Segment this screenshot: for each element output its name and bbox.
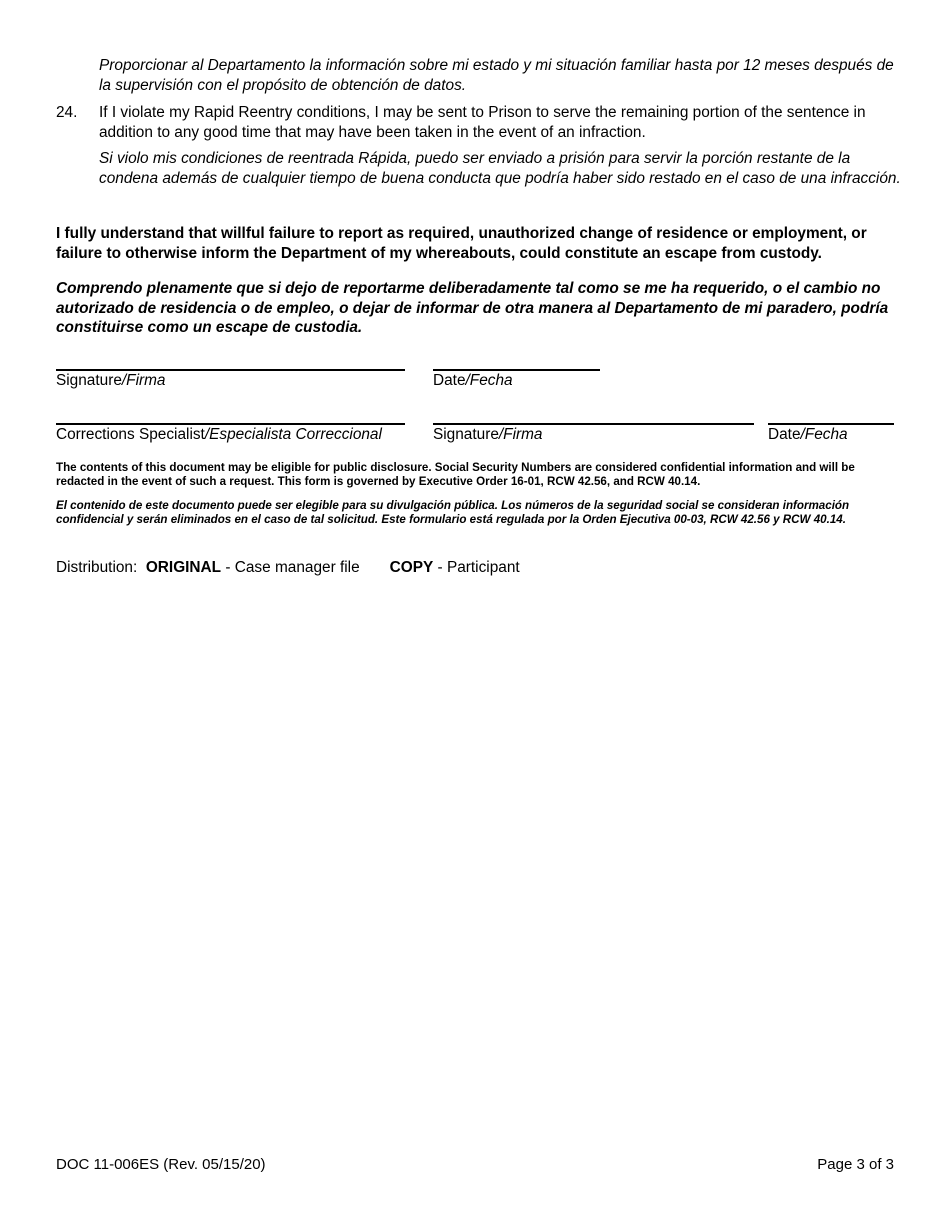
- participant-signature-label: Signature/Firma: [56, 372, 166, 389]
- item-24-spanish-text: Si violo mis condiciones de reentrada Rápida, puedo ser enviado a prisión para servir la porción restante de la condena además de cualquier tiempo de buena conducta que podría haber sido restado en el caso de una infracción.: [99, 150, 901, 187]
- distribution-original-desc: - Case manager file: [221, 559, 360, 576]
- distribution-copy: COPY: [389, 559, 434, 576]
- escape-statement-english: I fully understand that willful failure to report as required, unauthorized change of residence or employment, or failure to otherwise inform the Department of my whereabouts, could constitute an escape from custody.: [56, 225, 867, 262]
- disclosure-notice-spanish: El contenido de este documento puede ser elegible para su divulgación pública. Los números de la seguridad social se consideran información confidencial y serán eliminados en el caso de tal solicitud. Este formulario está regulada por la Orden Ejecutiva 00-03, RCW 42.56 y RCW 40.14.: [56, 499, 850, 527]
- form-id: DOC 11-006ES (Rev. 05/15/20): [56, 1156, 266, 1173]
- specialist-date-label: Date/Fecha: [768, 426, 848, 443]
- distribution-line: [56, 558, 520, 577]
- disclosure-notice-english: The contents of this document may be eligible for public disclosure. Social Security Numbers are considered confidential information and will be redacted in the event of such a request. This form is governed by Executive Order 16-01, RCW 42.56, and RCW 40.14.: [56, 461, 855, 489]
- item-23-spanish-text: Proporcionar al Departamento la información sobre mi estado y mi situación familiar hasta por 12 meses después de la supervisión con el propósito de obtención de datos.: [99, 57, 894, 94]
- distribution-label: Distribution:: [56, 559, 138, 576]
- distribution-copy-desc: - Participant: [433, 559, 520, 576]
- distribution-original: ORIGINAL: [145, 559, 222, 576]
- item-24-english-text: If I violate my Rapid Reentry conditions, I may be sent to Prison to serve the remaining portion of the sentence in addition to any good time that may have been taken in the event of an infraction.: [99, 104, 866, 141]
- escape-statement-spanish: Comprendo plenamente que si dejo de reportarme deliberadamente tal como se me ha requerido, o el cambio no autorizado de residencia o de empleo, o dejar de informar de otra manera al Departamento de mi paradero, podría constituirse como un escape de custodia.: [56, 280, 889, 336]
- page-number: Page 3 of 3: [817, 1156, 894, 1173]
- item-24-number: 24.: [56, 104, 78, 121]
- participant-date-label: Date/Fecha: [433, 372, 513, 389]
- specialist-name-label: Corrections Specialist/Especialista Correccional: [56, 426, 382, 443]
- specialist-signature-label: Signature/Firma: [433, 426, 543, 443]
